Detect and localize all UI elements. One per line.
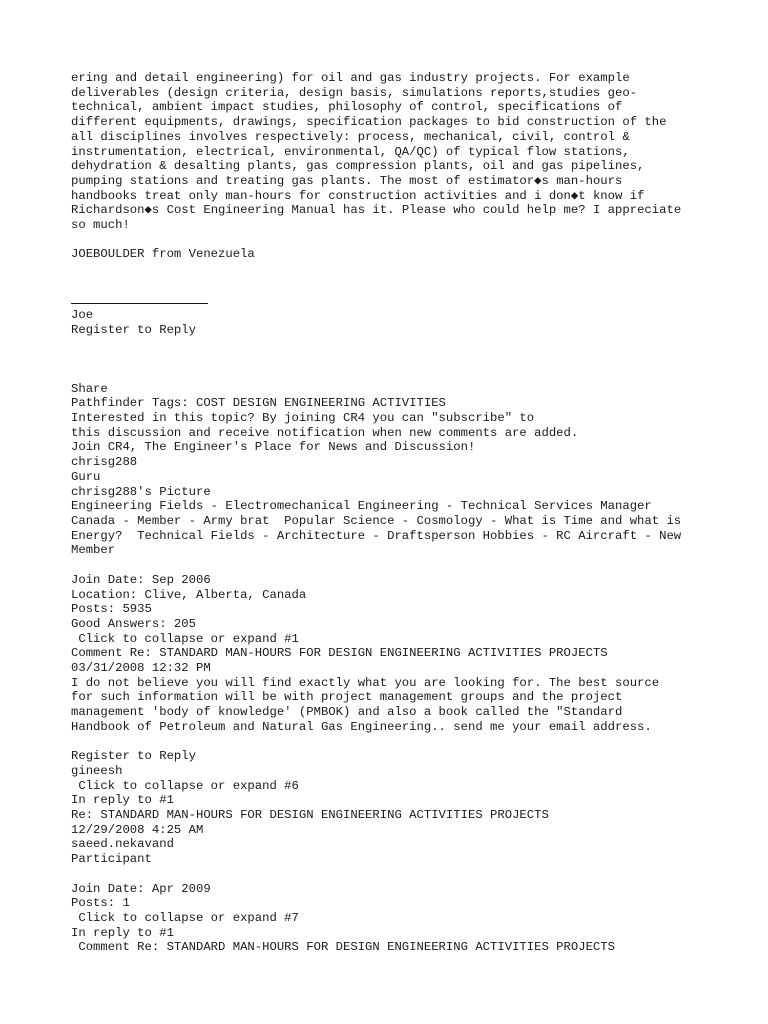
text-line: Handbook of Petroleum and Natural Gas Engineering.. send me your email address.: [71, 719, 652, 734]
blank-line: [71, 233, 711, 248]
text-line: Join CR4, The Engineer's Place for News and Discussion!: [71, 440, 476, 455]
text-line: Richardson◆s Cost Engineering Manual has it. Please who could help me? I appreciate: [71, 203, 682, 218]
blank-line: [71, 735, 711, 750]
blank-line: [71, 352, 711, 367]
text-line: Pathfinder Tags: COST DESIGN ENGINEERING ACTIVITIES: [71, 396, 446, 411]
text-line: I do not believe you will find exactly what you are looking for. The best source: [71, 675, 660, 690]
text-line: saeed.nekavand: [71, 837, 174, 852]
text-line: Register to Reply: [71, 322, 196, 337]
document-body: [71, 71, 711, 955]
text-line: so much!: [71, 218, 130, 233]
text-line: ering and detail engineering) for oil and gas industry projects. For example: [71, 71, 630, 85]
text-line: different equipments, drawings, specification packages to bid construction of the: [71, 115, 667, 130]
text-line: Member: [71, 543, 116, 558]
text-line: this discussion and receive notification when new comments are added.: [71, 425, 579, 440]
text-line: Good Answers: 205: [71, 616, 196, 631]
text-line: JOEBOULDER from Venezuela: [71, 247, 255, 262]
blank-line: [71, 558, 711, 573]
text-line: pumping stations and treating gas plants. The most of estimator◆s man-hours: [71, 173, 623, 188]
text-line: dehydration & desalting plants, gas compression plants, oil and gas pipelines,: [71, 159, 645, 174]
text-line: 12/29/2008 4:25 AM: [71, 822, 204, 837]
text-line: Location: Clive, Alberta, Canada: [71, 587, 307, 602]
text-line: Posts: 5935: [71, 602, 152, 617]
text-line: all disciplines involves respectively: process, mechanical, civil, control &: [71, 129, 630, 144]
text-line: Comment Re: STANDARD MAN-HOURS FOR DESIGN ENGINEERING ACTIVITIES PROJECTS: [71, 940, 615, 955]
text-line: gineesh: [71, 763, 123, 778]
text-line: management 'body of knowledge' (PMBOK) and also a book called the "Standard: [71, 705, 623, 720]
divider-line: [71, 292, 208, 304]
text-line: Join Date: Apr 2009: [71, 881, 211, 896]
text-line: Participant: [71, 852, 152, 867]
text-line: Share: [71, 381, 108, 396]
text-line: Engineering Fields - Electromechanical Engineering - Technical Services Manager: [71, 499, 652, 514]
text-line: Canada - Member - Army brat Popular Science - Cosmology - What is Time and what is: [71, 514, 682, 528]
text-line: Register to Reply: [71, 749, 196, 764]
text-line: Interested in this topic? By joining CR4 you can "subscribe" to: [71, 411, 535, 426]
text-line: 03/31/2008 12:32 PM: [71, 661, 211, 676]
text-line: technical, ambient impact studies, philosophy of control, specifications of: [71, 100, 623, 115]
text-line: Posts: 1: [71, 896, 130, 911]
text-line: chrisg288: [71, 455, 138, 470]
text-line: Energy? Technical Fields - Architecture - Draftsperson Hobbies - RC Aircraft - New: [71, 528, 682, 543]
text-line: Click to collapse or expand #1: [71, 631, 299, 646]
text-line: Comment Re: STANDARD MAN-HOURS FOR DESIGN ENGINEERING ACTIVITIES PROJECTS: [71, 646, 608, 661]
blank-line: [71, 338, 711, 353]
blank-line: [71, 262, 711, 277]
text-line: chrisg288's Picture: [71, 484, 211, 499]
text-line: Joe: [71, 308, 94, 323]
signature-divider: [71, 292, 711, 309]
blank-line: [71, 277, 711, 292]
blank-line: [71, 867, 711, 882]
text-line: instrumentation, electrical, environmental, QA/QC) of typical flow stations,: [71, 144, 630, 159]
text-line: In reply to #1: [71, 925, 174, 940]
text-line: Re: STANDARD MAN-HOURS FOR DESIGN ENGINEERING ACTIVITIES PROJECTS: [71, 808, 549, 823]
text-line: for such information will be with project management groups and the project: [71, 690, 623, 705]
text-line: deliverables (design criteria, design basis, simulations reports,studies geo-: [71, 85, 638, 100]
blank-line: [71, 367, 711, 382]
text-line: Click to collapse or expand #7: [71, 910, 299, 925]
text-line: handbooks treat only man-hours for construction activities and i don◆t know if: [71, 188, 645, 203]
text-line: Guru: [71, 469, 101, 484]
text-line: In reply to #1: [71, 793, 174, 808]
text-line: Click to collapse or expand #6: [71, 778, 299, 793]
text-line: Join Date: Sep 2006: [71, 572, 211, 587]
